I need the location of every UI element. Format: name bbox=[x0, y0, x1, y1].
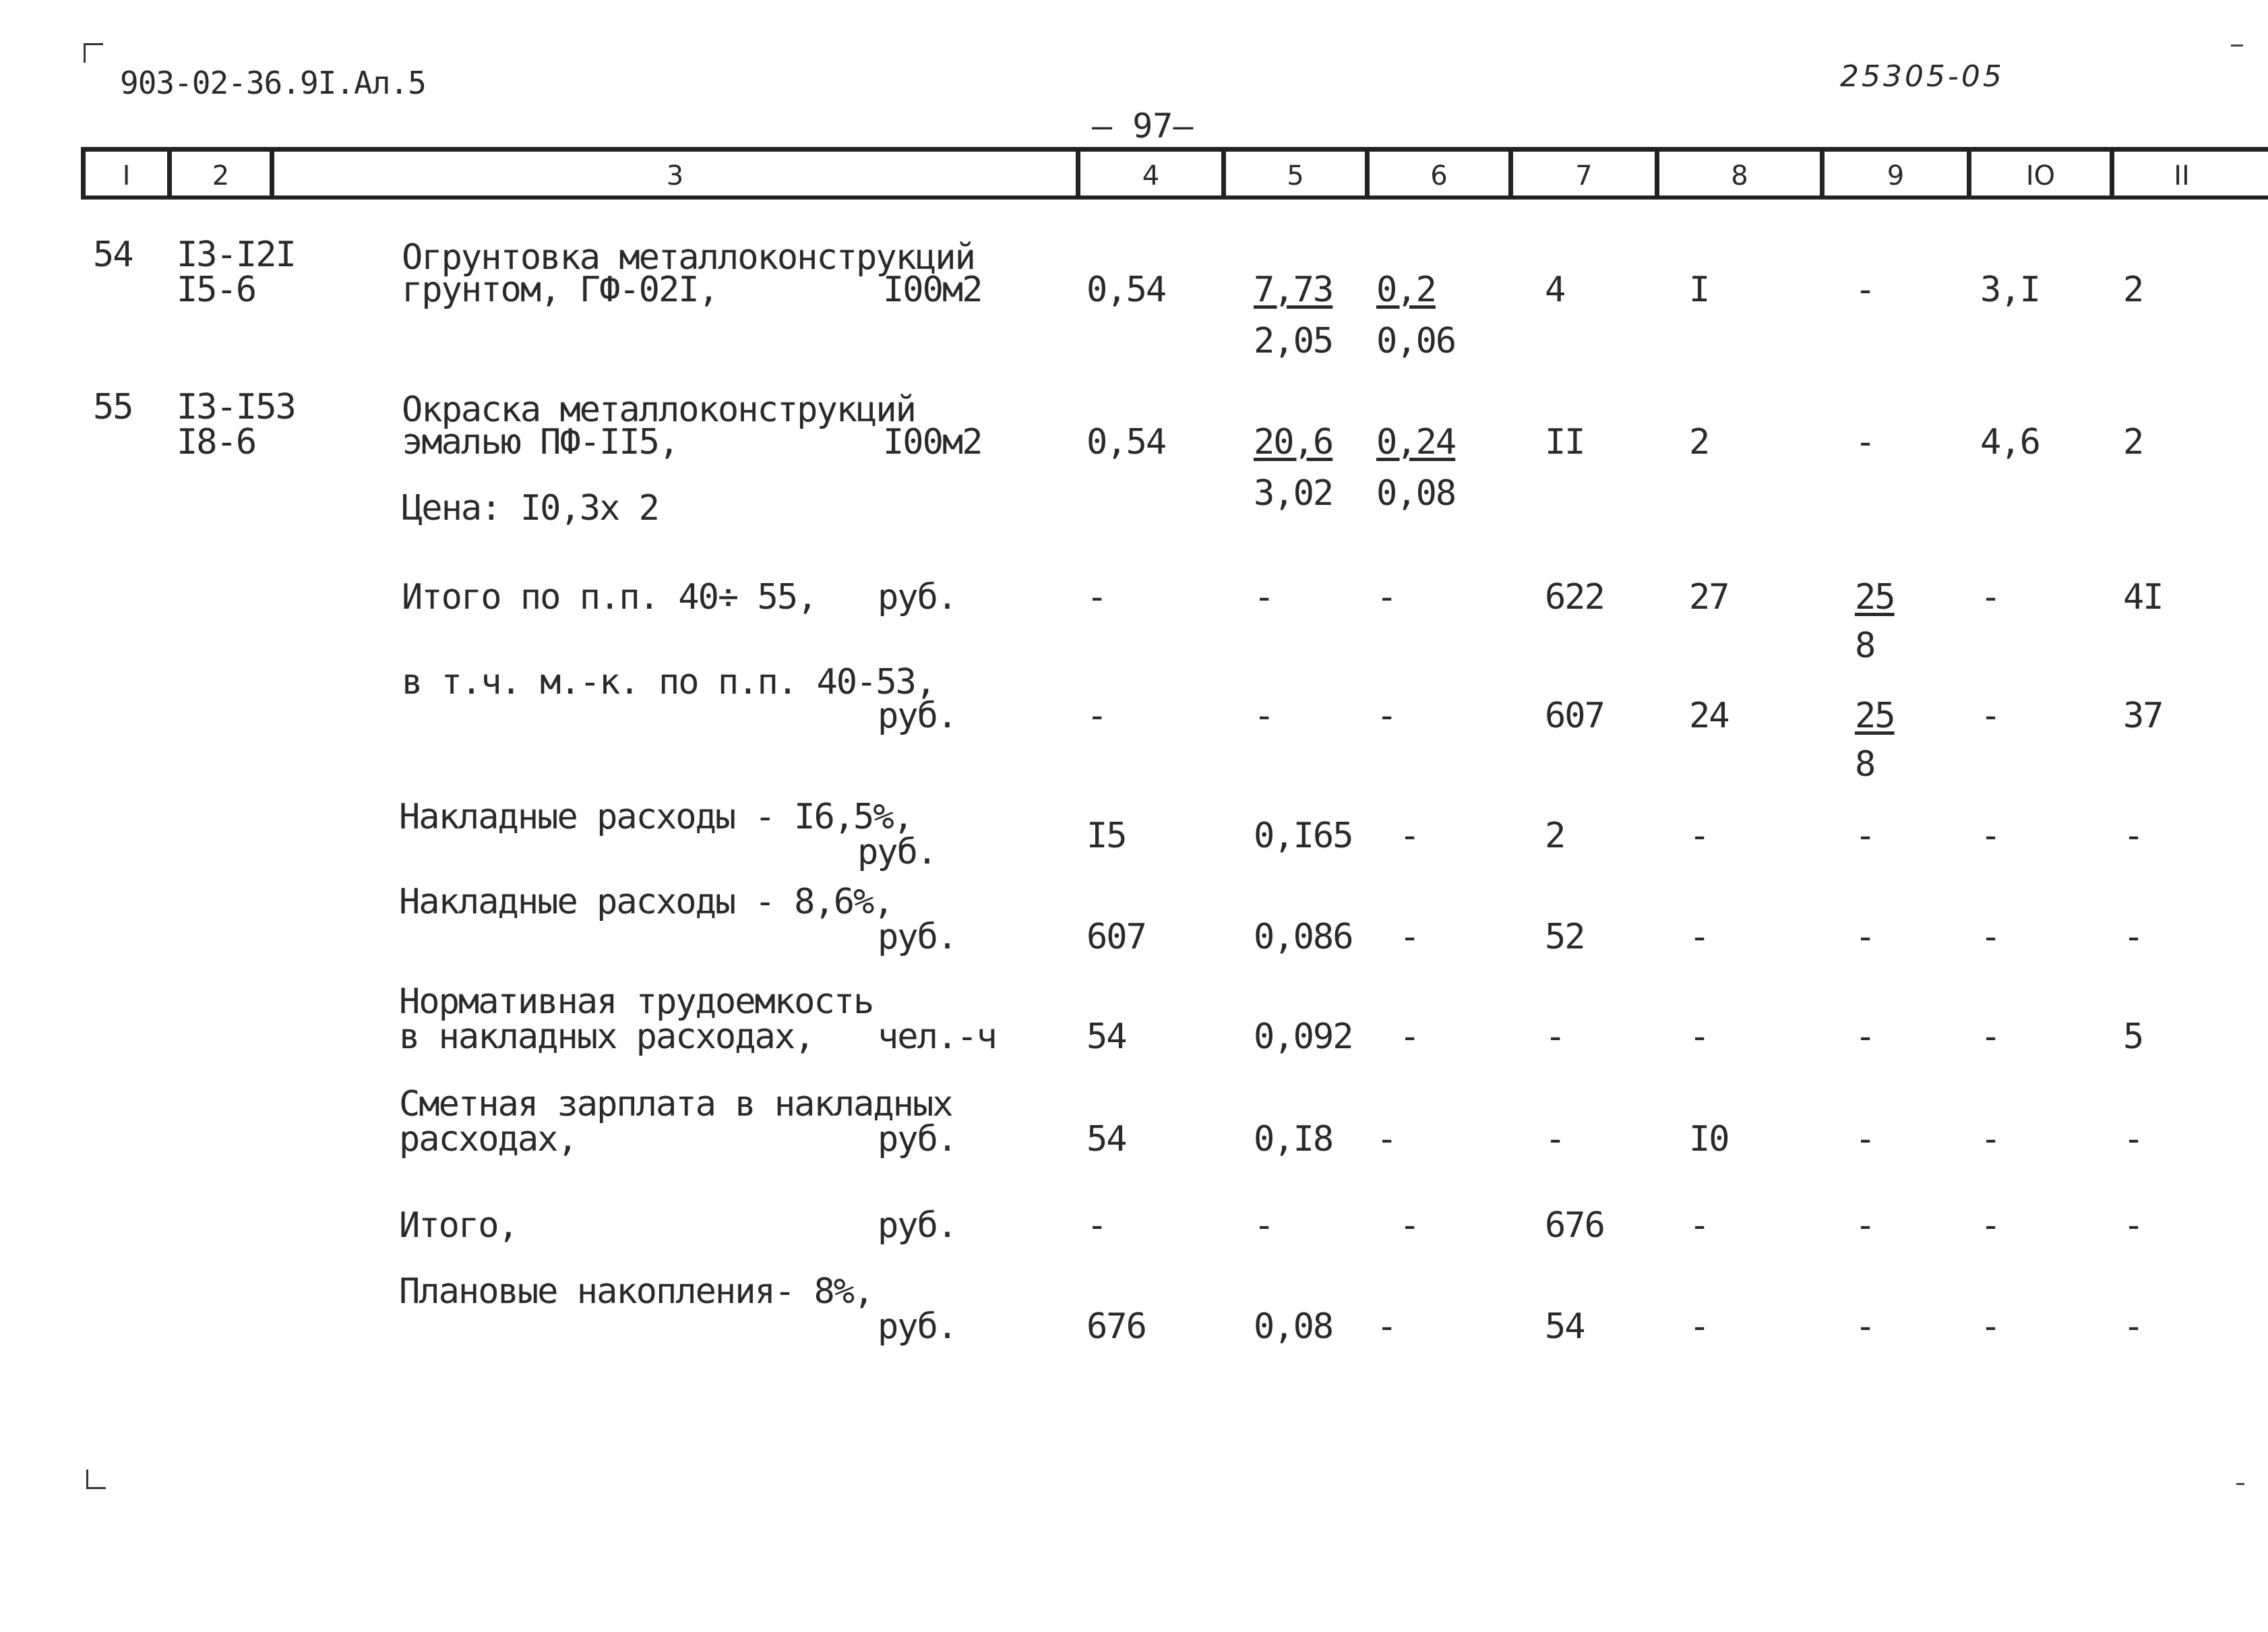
summary-c10: - bbox=[1980, 816, 2000, 856]
summary-c6: - bbox=[1376, 696, 1397, 736]
labour-total: 2 bbox=[2123, 270, 2143, 310]
norm-code: I3-I2I bbox=[177, 235, 295, 275]
summary-total-cost: 607 bbox=[1545, 696, 1604, 736]
summary-c6: - bbox=[1376, 1306, 1397, 1347]
summary-unit: руб. bbox=[878, 577, 957, 617]
column-separator bbox=[270, 148, 274, 197]
summary-c4: - bbox=[1086, 696, 1107, 736]
column-separator bbox=[1508, 148, 1513, 197]
summary-label: Итого по п.п. 40÷ 55, bbox=[402, 577, 817, 617]
summary-base: 54 bbox=[1086, 1119, 1126, 1159]
summary-label-cont: расходах, bbox=[399, 1119, 577, 1159]
summary-machine-wages: 8 bbox=[1855, 626, 1875, 666]
corner-mark-bottom-right bbox=[2236, 1483, 2244, 1485]
column-separator bbox=[1076, 148, 1080, 197]
table-header-top-rule bbox=[81, 147, 2268, 152]
corner-mark-bottom-left bbox=[86, 1470, 106, 1489]
summary-labour: - bbox=[2123, 1306, 2143, 1347]
summary-c10: - bbox=[1980, 696, 2000, 736]
summary-total-cost: 622 bbox=[1545, 577, 1604, 617]
summary-rate: 0,092 bbox=[1254, 1017, 1353, 1057]
column-header-5: 5 bbox=[1287, 160, 1304, 191]
summary-rate: 0,I8 bbox=[1254, 1119, 1333, 1159]
summary-label-cont: в накладных расходах, bbox=[399, 1017, 814, 1057]
summary-label: Итого, bbox=[399, 1205, 518, 1246]
summary-unit: руб. bbox=[878, 1205, 957, 1246]
summary-c5: - bbox=[1254, 1205, 1274, 1246]
summary-c6: - bbox=[1399, 917, 1419, 957]
unit-of-measure: I00м2 bbox=[883, 270, 982, 310]
unit-cost-machine-wages: 0,06 bbox=[1376, 321, 1456, 361]
summary-base: 607 bbox=[1086, 917, 1146, 957]
summary-machines: - bbox=[1855, 1306, 1875, 1347]
summary-c10: - bbox=[1980, 1119, 2000, 1159]
summary-c4: - bbox=[1086, 577, 1107, 617]
summary-c10: - bbox=[1980, 917, 2000, 957]
column-header-2: 2 bbox=[212, 160, 230, 191]
summary-machine-wages: 8 bbox=[1855, 744, 1875, 785]
summary-c4: - bbox=[1086, 1205, 1107, 1246]
summary-machines: - bbox=[1855, 1017, 1875, 1057]
column-separator bbox=[1967, 148, 1971, 197]
labour-total: 2 bbox=[2123, 422, 2143, 462]
page-number: — 97— bbox=[1092, 107, 1194, 146]
summary-total-cost: - bbox=[1545, 1017, 1565, 1057]
work-description: Огрунтовка металлоконструкций bbox=[402, 237, 975, 278]
summary-total-wages: - bbox=[1689, 917, 1709, 957]
row-number: 55 bbox=[93, 387, 133, 427]
corner-mark-top-left bbox=[84, 43, 103, 63]
column-header-3: 3 bbox=[666, 160, 684, 191]
total-wages: 2 bbox=[1689, 422, 1709, 462]
archive-stamp: 25305-05 bbox=[1840, 59, 2004, 94]
summary-c10: - bbox=[1980, 577, 2000, 617]
column-header-9: 9 bbox=[1887, 160, 1905, 191]
summary-c6: - bbox=[1376, 577, 1397, 617]
summary-total-wages: 27 bbox=[1689, 577, 1729, 617]
column-separator bbox=[1365, 148, 1370, 197]
norm-code-secondary: I5-6 bbox=[177, 270, 256, 310]
summary-total-cost: 54 bbox=[1545, 1306, 1585, 1347]
work-description-cont: грунтом, ГФ-02I, bbox=[402, 270, 718, 310]
summary-labour: 4I bbox=[2123, 577, 2163, 617]
total-machines: - bbox=[1855, 422, 1875, 462]
summary-unit: руб. bbox=[857, 832, 937, 872]
work-description: Окраска металлоконструкций bbox=[402, 390, 915, 430]
summary-label: Накладные расходы - I6,5%, bbox=[399, 797, 913, 837]
column-header-10: IO bbox=[2025, 160, 2056, 191]
summary-total-cost: 52 bbox=[1545, 917, 1585, 957]
unit-cost-machines: 0,24 bbox=[1376, 422, 1456, 462]
summary-total-wages: 24 bbox=[1689, 696, 1729, 736]
summary-total-wages: - bbox=[1689, 1205, 1709, 1246]
summary-c6: - bbox=[1399, 816, 1419, 856]
total-wages: I bbox=[1689, 270, 1709, 310]
summary-unit: чел.-ч bbox=[878, 1017, 996, 1057]
summary-base: 54 bbox=[1086, 1017, 1126, 1057]
summary-rate: 0,I65 bbox=[1254, 816, 1353, 856]
summary-labour: - bbox=[2123, 816, 2143, 856]
summary-base: 676 bbox=[1086, 1306, 1146, 1347]
summary-labour: - bbox=[2123, 1119, 2143, 1159]
column-header-11: II bbox=[2174, 160, 2190, 191]
summary-machines: 25 bbox=[1855, 577, 1895, 617]
price-note: Цена: I0,3х 2 bbox=[402, 488, 658, 528]
summary-unit: руб. bbox=[878, 1119, 957, 1159]
column-header-4: 4 bbox=[1142, 160, 1160, 191]
unit-cost-machines: 0,2 bbox=[1376, 270, 1436, 310]
unit-cost-wages: 2,05 bbox=[1254, 321, 1333, 361]
norm-code-secondary: I8-6 bbox=[177, 422, 256, 462]
summary-machines: - bbox=[1855, 1119, 1875, 1159]
summary-rate: 0,08 bbox=[1254, 1306, 1333, 1347]
unit-cost-total: 7,73 bbox=[1254, 270, 1333, 310]
summary-machines: - bbox=[1855, 816, 1875, 856]
total-machines: - bbox=[1855, 270, 1875, 310]
column-separator bbox=[81, 148, 86, 197]
summary-label: Сметная зарплата в накладных bbox=[399, 1084, 952, 1124]
corner-mark-top-right bbox=[2231, 44, 2243, 47]
summary-c5: - bbox=[1254, 696, 1274, 736]
summary-label: Плановые накопления- 8%, bbox=[399, 1271, 874, 1312]
summary-total-cost: 676 bbox=[1545, 1205, 1604, 1246]
summary-c6: - bbox=[1376, 1119, 1397, 1159]
summary-total-wages: - bbox=[1689, 1306, 1709, 1347]
column-header-1: I bbox=[122, 160, 131, 191]
labour-unit: 3,I bbox=[1980, 270, 2040, 310]
summary-total-wages: I0 bbox=[1689, 1119, 1729, 1159]
column-separator bbox=[1655, 148, 1659, 197]
column-header-6: 6 bbox=[1430, 160, 1448, 191]
row-number: 54 bbox=[93, 235, 133, 275]
norm-code: I3-I53 bbox=[177, 387, 295, 427]
unit-of-measure: I00м2 bbox=[883, 422, 982, 462]
document-code: 903-02-36.9I.Ал.5 bbox=[120, 65, 426, 101]
labour-unit: 4,6 bbox=[1980, 422, 2040, 462]
table-header-bottom-rule bbox=[81, 195, 2268, 200]
summary-machines: - bbox=[1855, 917, 1875, 957]
summary-labour: 37 bbox=[2123, 696, 2163, 736]
summary-labour: 5 bbox=[2123, 1017, 2143, 1057]
column-header-7: 7 bbox=[1575, 160, 1593, 191]
summary-labour: - bbox=[2123, 1205, 2143, 1246]
unit-cost-total: 20,6 bbox=[1254, 422, 1333, 462]
summary-c10: - bbox=[1980, 1205, 2000, 1246]
summary-c6: - bbox=[1399, 1205, 1419, 1246]
unit-cost-machine-wages: 0,08 bbox=[1376, 473, 1456, 514]
summary-unit: руб. bbox=[878, 696, 957, 736]
summary-unit: руб. bbox=[878, 917, 957, 957]
column-separator bbox=[167, 148, 172, 197]
summary-machines: 25 bbox=[1855, 696, 1895, 736]
summary-unit: руб. bbox=[878, 1306, 957, 1347]
unit-cost-wages: 3,02 bbox=[1254, 473, 1333, 514]
summary-label: Нормативная трудоемкость bbox=[399, 981, 874, 1022]
summary-total-wages: - bbox=[1689, 1017, 1709, 1057]
summary-label: Накладные расходы - 8,6%, bbox=[399, 882, 893, 922]
summary-base: I5 bbox=[1086, 816, 1126, 856]
summary-label: в т.ч. м.-к. по п.п. 40-53, bbox=[402, 662, 936, 702]
column-separator bbox=[2110, 148, 2114, 197]
summary-labour: - bbox=[2123, 917, 2143, 957]
work-description-cont: эмалью ПФ-II5, bbox=[402, 422, 679, 462]
summary-machines: - bbox=[1855, 1205, 1875, 1246]
column-header-8: 8 bbox=[1731, 160, 1748, 191]
summary-total-cost: 2 bbox=[1545, 816, 1565, 856]
summary-c10: - bbox=[1980, 1306, 2000, 1347]
total-cost: II bbox=[1545, 422, 1585, 462]
summary-c5: - bbox=[1254, 577, 1274, 617]
summary-total-cost: - bbox=[1545, 1119, 1565, 1159]
column-separator bbox=[1820, 148, 1825, 197]
summary-rate: 0,086 bbox=[1254, 917, 1353, 957]
quantity: 0,54 bbox=[1086, 270, 1166, 310]
quantity: 0,54 bbox=[1086, 422, 1166, 462]
summary-total-wages: - bbox=[1689, 816, 1709, 856]
summary-c6: - bbox=[1399, 1017, 1419, 1057]
total-cost: 4 bbox=[1545, 270, 1565, 310]
summary-c10: - bbox=[1980, 1017, 2000, 1057]
column-separator bbox=[1221, 148, 1226, 197]
